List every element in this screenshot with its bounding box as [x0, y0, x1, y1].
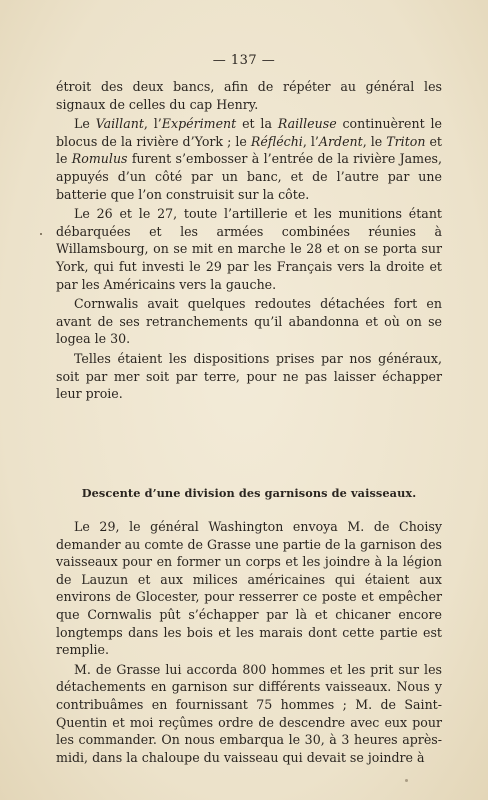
paragraph	[56, 205, 442, 293]
text-run: , le	[362, 133, 387, 149]
section-heading: Descente d’une division des garnisons de vaisseaux.	[81, 486, 417, 500]
text-block-bottom	[56, 518, 442, 766]
paper-speck	[405, 779, 408, 782]
page-number: — 137 —	[212, 53, 276, 68]
ship-name: Triton	[386, 133, 426, 149]
ship-name: Romulus	[71, 151, 128, 167]
text-run: furent s’embosser à l’entrée de la rivière James, appuyés d’un côté par un banc, et de l’autre par une batterie que l’on construisit sur la côte.	[56, 151, 442, 202]
paragraph	[56, 295, 442, 348]
ship-name: Expériment	[161, 116, 237, 132]
text-run: M. de Grasse lui accorda 800 hommes et les prit sur les détachements en garnison sur différents vaisseaux. Nous y contribuâmes en fournissant 75 hommes ; M. de Saint-Quentin et moi reçûmes ordre de descendre avec eux pour les commander. On nous embarqua le 30, à 3 heures après-midi, dans la chaloupe du vaisseau qui devait se joindre à	[56, 661, 442, 765]
text-run: Le 26 et le 27, toute l’artillerie et les munitions étant débarquées et les armées combinées réunies à Willamsbourg, on se mit en marche le 28 et on se porta sur York, qui fut investi le 29 par les Français vers la droite et par les Américains vers la gauche.	[56, 206, 442, 292]
paragraph	[56, 115, 442, 203]
paragraph	[56, 350, 442, 403]
text-run: Telles étaient les dispositions prises par nos généraux, soit par mer soit par terre, pour ne pas laisser échapper leur proie.	[56, 350, 442, 402]
paragraph	[56, 78, 442, 113]
text-run: Cornwalis avait quelques redoutes détachées fort en avant de ses retranchements qu’il abandonna et où on se logea le 30.	[56, 296, 442, 347]
text-run: et le	[56, 133, 442, 167]
ship-name: Réfléchi	[250, 133, 303, 149]
paragraph	[56, 518, 442, 659]
text-run: , l’	[302, 133, 319, 149]
text-run: étroit des deux bancs, afin de répéter au général les signaux de celles du cap Henry.	[56, 79, 442, 112]
text-block-top	[56, 78, 442, 403]
text-run: Le 29, le général Washington envoya M. de Choisy demander au comte de Grasse une partie de la garnison des vaisseaux pour en former un corps et les joindre à la légion de Lauzun et aux milices américaines qui étaient aux environs de Glocester, pour resserrer ce poste et empêcher que Cornwalis pût s’échapper par là et chicaner encore longtemps dans les bois et les marais dont cette partie est remplie.	[56, 519, 442, 658]
ship-name: Vaillant	[95, 116, 144, 132]
ship-name: Ardent	[318, 133, 363, 149]
text-run: continuèrent le blocus de la rivière d’York ; le	[56, 116, 442, 149]
ship-name: Railleuse	[277, 116, 337, 132]
paper-speck	[40, 233, 42, 235]
paragraph	[56, 661, 442, 767]
text-run: et la	[236, 116, 278, 132]
text-run: Le	[74, 116, 96, 132]
text-run: , l’	[143, 116, 162, 132]
